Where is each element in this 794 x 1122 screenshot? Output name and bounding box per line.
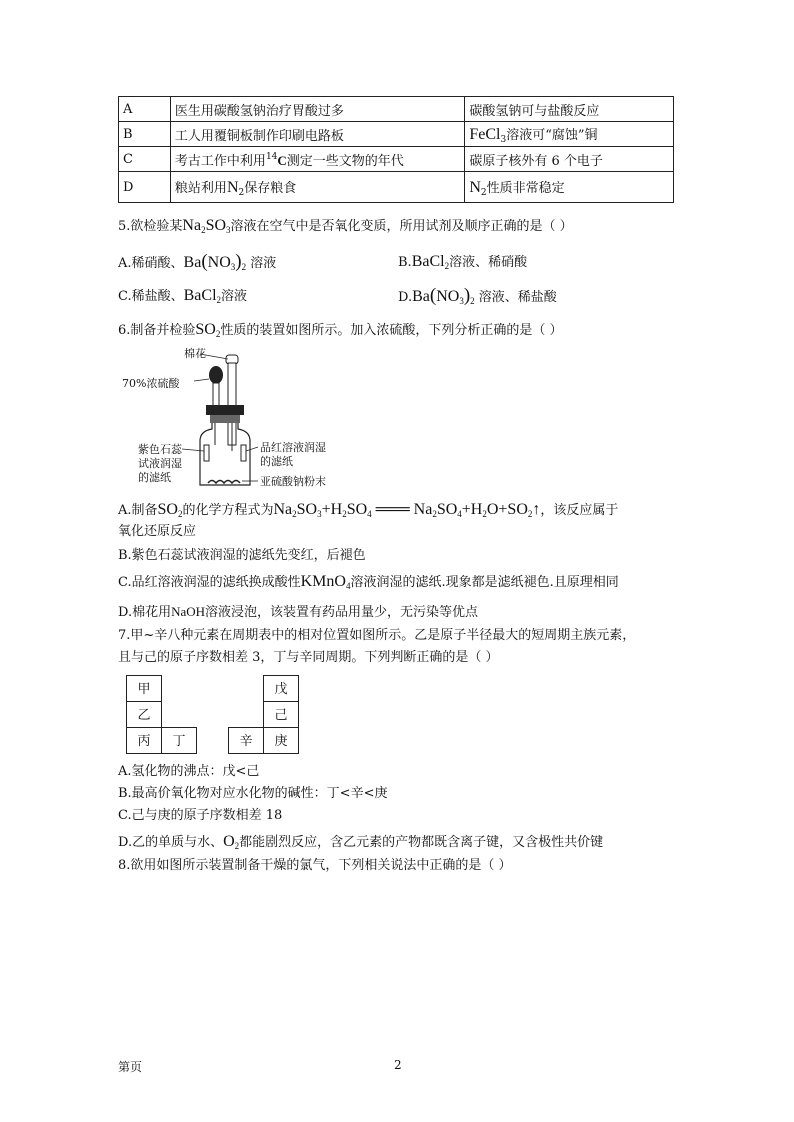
subscript: 2	[238, 187, 245, 198]
table-cell: 碳酸氢钠可与盐酸反应	[465, 97, 674, 122]
table-cell: A	[119, 97, 171, 122]
table-row	[119, 122, 674, 147]
formula: $Na_2SO_3$	[182, 217, 231, 235]
label-acid: 70%浓硫酸	[122, 377, 180, 390]
option-text: 溶液浸泡，该装置有药品用量少，无污染等优点	[205, 605, 479, 620]
stem-text: 5.欲检验某	[118, 219, 183, 234]
option-text: 溶液、稀硝酸	[449, 255, 528, 270]
option-text: C.稀盐酸、	[118, 289, 184, 304]
table-cell: C	[119, 147, 171, 172]
q7-stem-line1: 7.甲~辛八种元素在周期表中的相对位置如图所示。乙是原子半径最大的短周期主族元素，	[118, 628, 636, 643]
q7-option-a: A.氢化物的沸点：戊<己	[118, 764, 260, 779]
stem-text: 性质的装置如图所示。加入浓硫酸，下列分析正确的是（ ）	[220, 323, 563, 338]
q5-stem	[118, 216, 573, 240]
subscript: 3	[500, 134, 507, 145]
q6-option-d	[118, 602, 478, 623]
formula: NaOH	[171, 604, 206, 619]
q5-option-c	[118, 286, 247, 310]
q8-stem: 8.欲用如图所示装置制备干燥的氯气，下列相关说法中正确的是（ ）	[118, 858, 512, 873]
footer-label: 第页	[118, 1060, 143, 1074]
option-text: D.	[398, 290, 413, 305]
formula: N	[226, 178, 239, 196]
option-text: A.制备	[118, 503, 158, 518]
formula: FeCl	[469, 125, 501, 143]
q7-option-b: B.最高价氧化物对应水化物的碱性：丁<辛<庚	[118, 786, 388, 801]
formula: $SO_2$	[195, 321, 221, 339]
option-text: D.乙的单质与水、	[118, 835, 224, 850]
table-row	[119, 147, 674, 172]
table-cell: 工人用覆铜板制作印刷电路板	[170, 122, 464, 147]
q6-option-a	[118, 500, 618, 524]
q7-option-d	[118, 832, 603, 856]
stopper	[206, 405, 244, 415]
option-text: C.品红溶液润湿的滤纸换成酸性	[118, 575, 301, 590]
table-cell	[170, 172, 464, 203]
table-cell: 医生用碳酸氢钠治疗胃酸过多	[170, 97, 464, 122]
option-text: 溶液	[250, 256, 277, 271]
q4-answer-table	[118, 96, 674, 203]
stem-text: 6.制备并检验	[118, 323, 196, 338]
formula: BaCl$_2$	[411, 253, 450, 271]
table-cell	[170, 147, 464, 172]
option-text: 溶液	[221, 289, 248, 304]
formula: KMnO$_4$	[300, 573, 351, 591]
formula: N	[469, 178, 481, 196]
element-cell: 庚	[263, 727, 299, 754]
so2-apparatus-figure	[120, 345, 350, 491]
option-text: 溶液润湿的滤纸.现象都是滤纸褪色.且原理相同	[350, 575, 619, 590]
table-cell: D	[119, 172, 171, 203]
formula: $Ba(NO_3)_2$	[412, 285, 475, 306]
cell-text: 测定一些文物的年代	[286, 153, 404, 169]
formula: BaCl$_2$	[183, 287, 222, 305]
cell-text: 保存粮食	[244, 180, 297, 196]
magenta-paper	[241, 445, 246, 461]
option-text: ，该反应属于	[540, 503, 619, 518]
stem-text: 溶液在空气中是否氧化变质，所用试剂及顺序正确的是（ ）	[230, 219, 573, 234]
label-litmus: 紫色石蕊	[138, 443, 182, 456]
element-cell: 丙	[126, 727, 162, 754]
table-cell: B	[119, 122, 171, 147]
q6-stem	[118, 320, 563, 344]
label-litmus: 试液润湿	[138, 457, 182, 470]
q6-option-a-line2: 氧化还原反应	[118, 524, 197, 539]
equation: $Na_2SO_3+H_2SO_4$ ═══ $Na_2SO_4+H_2O+SO_2↑$	[273, 501, 541, 519]
q6-option-c	[118, 572, 619, 596]
sodium-sulfite-powder	[208, 481, 240, 484]
q7-stem-line2: 且与己的原子序数相差 3，丁与辛同周期。下列判断正确的是（ ）	[118, 650, 499, 665]
table-row	[119, 172, 674, 203]
label-cotton: 棉花	[184, 347, 206, 360]
cell-text: 粮站利用	[174, 180, 227, 196]
q7-option-c: C.己与庚的原子序数相差 18	[118, 808, 283, 823]
label-powder: 亚硫酸钠粉末	[260, 475, 326, 488]
q5-option-a	[118, 252, 276, 277]
element-cell: 戊	[263, 675, 299, 702]
label-litmus: 的滤纸	[138, 471, 171, 484]
option-text: 的化学方程式为	[182, 503, 274, 518]
option-text: B.	[398, 255, 412, 270]
cell-text: 溶液可“腐蚀”铜	[506, 127, 598, 143]
table-cell	[465, 122, 674, 147]
element-cell: 己	[263, 701, 299, 728]
option-text: 都能剧烈反应，含乙元素的产物都既含离子键，又含极性共价键	[239, 835, 604, 850]
litmus-paper	[204, 445, 209, 461]
option-text: 溶液、稀盐酸	[478, 290, 557, 305]
table-row	[119, 97, 674, 122]
option-text: A.稀硝酸、	[118, 256, 184, 271]
dropper-bulb	[209, 366, 223, 384]
option-text: D.棉花用	[118, 605, 172, 620]
superscript: 14	[265, 151, 278, 162]
formula: $Ba(NO_3)_2$	[183, 251, 247, 272]
q5-option-d	[398, 286, 557, 311]
cell-text: 考古工作中利用	[174, 153, 266, 169]
cell-text: 性质非常稳定	[486, 180, 565, 196]
label-magenta: 的滤纸	[260, 455, 293, 468]
formula: C	[277, 152, 287, 168]
page-number: 2	[394, 1058, 402, 1072]
element-cell: 甲	[126, 675, 162, 702]
element-cell: 丁	[161, 727, 197, 754]
formula: $O_2$	[223, 833, 240, 851]
table-cell	[465, 172, 674, 203]
table-cell: 碳原子核外有 6 个电子	[465, 147, 674, 172]
subscript: 2	[480, 187, 487, 198]
element-cell: 乙	[126, 701, 162, 728]
q6-option-b: B.紫色石蕊试液润湿的滤纸先变红，后褪色	[118, 548, 366, 563]
q5-option-b	[398, 252, 527, 276]
label-magenta: 品红溶液润湿	[260, 441, 326, 454]
element-cell: 辛	[228, 727, 264, 754]
formula: $SO_2$	[157, 501, 183, 519]
